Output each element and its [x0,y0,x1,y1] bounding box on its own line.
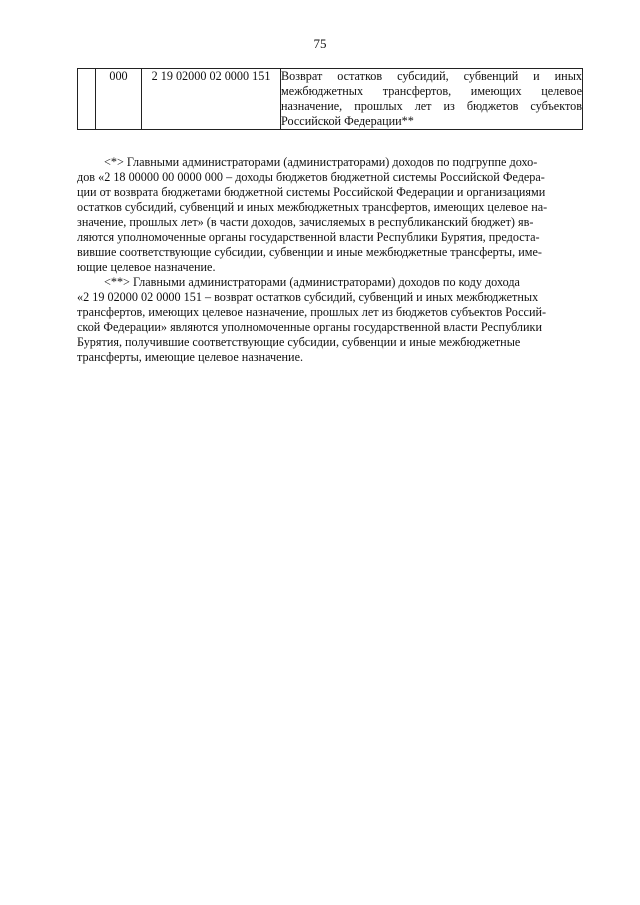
revenue-code-cell: 2 19 02000 02 0000 151 [142,69,281,130]
revenue-table [77,68,583,130]
table-row [78,69,583,130]
page-number: 75 [313,36,327,51]
footnotes [77,155,583,365]
revenue-name-cell: Возврат остатков субсидий, субвенций и иных межбюджетных трансфертов, имеющих целевое назначение, прошлых лет из бюджетов субъектов Российской Федерации** [281,69,582,128]
footnote-2: <**> Главными администраторами (администраторами) доходов по коду дохода «2 19 02000 02 0000 151 – возврат остатков субсидий, субвенций и иных межбюджетных трансфертов, имеющих целевое назначение, прошлых лет из бюджетов субъектов Россий- ской Федерации» являются уполномоченные органы государственной власти Республики Бурятия, получившие соответствующие субсидии, субвенции и иные межбюджетные трансферты, имеющие целевое назначение. [77,275,547,364]
administrator-code-cell: 000 [96,69,142,130]
blank-cell [78,69,96,130]
footnote-1: <*> Главными администраторами (администраторами) доходов по подгруппе дохо- дов «2 18 00000 00 0000 000 – доходы бюджетов бюджетной системы Российской Федера- ции от возврата бюджетами бюджетной системы Российской Федерации и организациями остатков субсидий, субвенций и иных межбюджетных трансфертов, имеющих целевое на- значение, прошлых лет» (в части доходов, зачисляемых в республиканский бюджет) яв- ляются уполномоченные органы государственной власти Республики Бурятия, предоста- вившие соответствующие субсидии, субвенции и иные межбюджетные трансферты, име- ющие целевое назначение. [77,155,548,274]
